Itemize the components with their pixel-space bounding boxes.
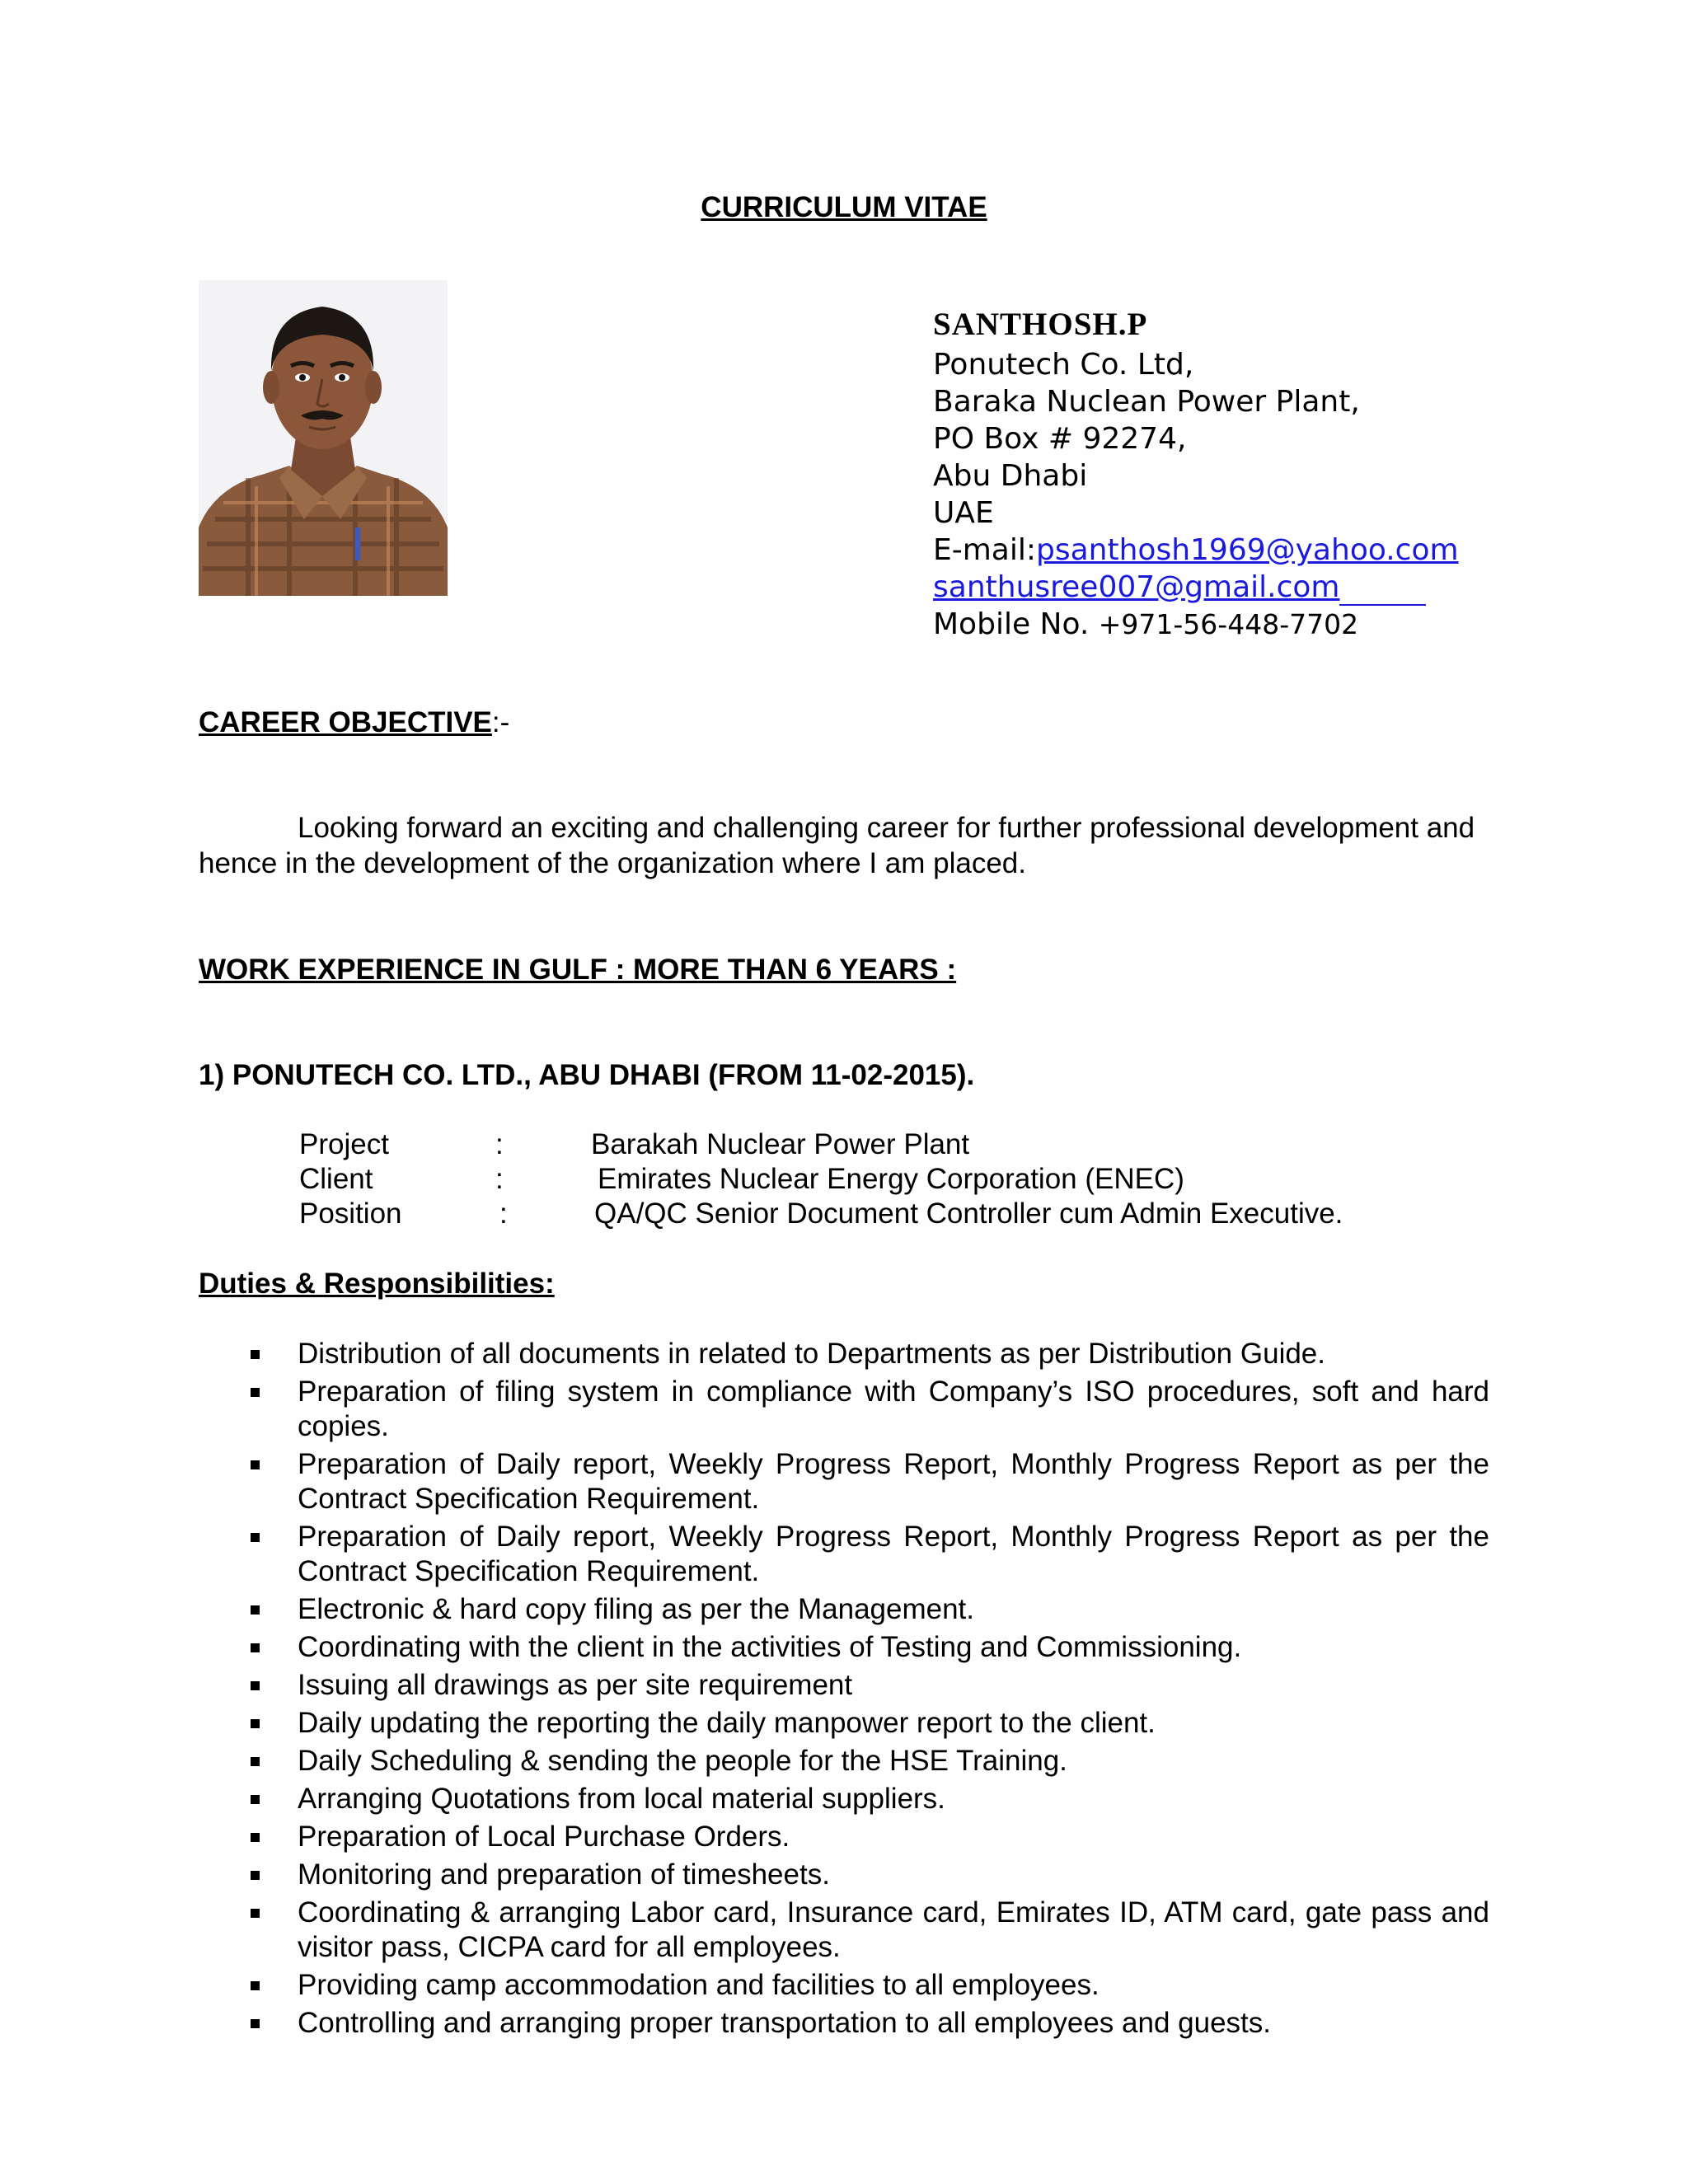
email-primary-link[interactable]: psanthosh1969@yahoo.com	[1036, 533, 1459, 567]
list-item: Issuing all drawings as per site requirement	[199, 1668, 1489, 1703]
bullet-icon	[251, 1981, 260, 1990]
bullet-icon	[251, 1681, 260, 1690]
list-item: Distribution of all documents in related to Departments as per Distribution Guide.	[199, 1337, 1489, 1371]
bullet-icon	[251, 1460, 260, 1469]
list-item: Preparation of filing system in compliance with Company’s ISO procedures, soft and hard copies.	[199, 1375, 1489, 1444]
duties-list	[199, 1337, 1489, 2044]
bullet-icon	[251, 1533, 260, 1542]
site-line: Baraka Nuclean Power Plant,	[933, 385, 1360, 419]
city-line: Abu Dhabi	[933, 459, 1088, 493]
bullet-icon	[251, 1871, 260, 1880]
company-line: Ponutech Co. Ltd,	[933, 348, 1194, 382]
bullet-icon	[251, 1388, 260, 1397]
duties-heading: Duties & Responsibilities:	[199, 1268, 555, 1300]
bullet-icon	[251, 1605, 260, 1615]
list-item: Electronic & hard copy filing as per the Management.	[199, 1592, 1489, 1627]
email-secondary-link[interactable]: santhusree007@gmail.com	[933, 570, 1340, 604]
list-item: Preparation of Daily report, Weekly Progress Report, Monthly Progress Report as per the Contract Specification Requirement.	[199, 1447, 1489, 1516]
bullet-icon	[251, 1833, 260, 1842]
list-item: Daily Scheduling & sending the people for the HSE Training.	[199, 1744, 1489, 1779]
list-item: Arranging Quotations from local material suppliers.	[199, 1782, 1489, 1816]
bullet-icon	[251, 1643, 260, 1652]
career-objective-heading: CAREER OBJECTIVE:-	[199, 706, 510, 738]
list-item: Preparation of Local Purchase Orders.	[199, 1820, 1489, 1854]
bullet-icon	[251, 1350, 260, 1359]
bullet-icon	[251, 1909, 260, 1918]
contact-block	[933, 303, 1642, 643]
list-item: Preparation of Daily report, Weekly Progress Report, Monthly Progress Report as per the Contract Specification Requirement.	[199, 1520, 1489, 1589]
cv-page: CURRICULUM VITAE SANTHOSH.P Ponutech Co. Ltd, Baraka Nuclean Power Plant, PO Box # 92274, Abu Dhabi UAE E-mail:psanthosh1969@yahoo.com santhusree007@gmail.com Mobile No. +971-56-448-7702 CAREER OBJECTIVE:- Looking forward an exciting and challenging career for further professional development and hence in the development of the organization where I am placed. WORK EXPERIENCE IN GULF : MORE THAN 6 YEARS : 1) PONUTECH CO. LTD., ABU DHABI (FROM 11-02-2015). Project : Barakah Nuclear Power Plant Client : Emirates Nuclear Energy Corporation (ENEC) Position : QA/QC Senior Document Controller cum Admin Executive. Duties & Responsibilities: Distribution of all documents in related to Departments as per Distribution Guide. Preparation of filing system in compliance with Company’s ISO procedures, soft and hard copies. Preparation of Daily report, Weekly Progress Report, Monthly Progress Report as per the Contract Specification Requirement. Preparation of Daily report, Weekly Progress Report, Monthly Progress Report as per the Contract Specification Requirement. Electronic & hard copy filing as per the Management. Coordinating with the client in the activities of Testing and Commissioning. Issuing all drawings as per site requirement Daily updating the reporting the daily manpower report to the client. Daily Scheduling & sending the people for the HSE Training. Arranging Quotations from local material suppliers. Preparation of Local Purchase Orders. Monitoring and preparation of timesheets. Coordinating & arranging Labor card, Insurance card, Emirates ID, ATM card, gate pass and visitor pass, CICPA card for all employees. Providing camp accommodation and facilities to all employees. Controlling and arranging proper transportation to all employees and guests.	[0, 0, 1688, 2184]
bullet-icon	[251, 2019, 260, 2028]
email-secondary-line	[933, 569, 1642, 606]
country-line: UAE	[933, 496, 994, 530]
mobile-line	[933, 606, 1642, 643]
candidate-name: SANTHOSH.P	[933, 307, 1148, 342]
list-item: Controlling and arranging proper transportation to all employees and guests.	[199, 2006, 1489, 2041]
document-title: CURRICULUM VITAE	[701, 191, 987, 223]
profile-photo	[199, 280, 448, 596]
list-item: Daily updating the reporting the daily manpower report to the client.	[199, 1706, 1489, 1741]
po-box-line: PO Box # 92274,	[933, 422, 1187, 456]
list-item: Coordinating with the client in the activities of Testing and Commissioning.	[199, 1630, 1489, 1665]
email-line	[933, 532, 1642, 569]
mobile-number: +971-56-448-7702	[1098, 608, 1359, 640]
career-objective-text: Looking forward an exciting and challenging career for further professional development and hence in the development of the organization where I am placed.	[199, 812, 1475, 879]
bullet-icon	[251, 1719, 260, 1728]
employer-heading: 1) PONUTECH CO. LTD., ABU DHABI (FROM 11-02-2015).	[199, 1059, 975, 1091]
mobile-label: Mobile No.	[933, 607, 1090, 641]
work-experience-heading: WORK EXPERIENCE IN GULF : MORE THAN 6 YEARS :	[199, 954, 957, 986]
link-underline-extension	[1339, 578, 1426, 606]
list-item: Providing camp accommodation and facilities to all employees.	[199, 1968, 1489, 2003]
bullet-icon	[251, 1795, 260, 1804]
list-item: Monitoring and preparation of timesheets.	[199, 1858, 1489, 1892]
email-label: E-mail:	[933, 533, 1036, 567]
bullet-icon	[251, 1757, 260, 1766]
list-item: Coordinating & arranging Labor card, Insurance card, Emirates ID, ATM card, gate pass and visitor pass, CICPA card for all employees.	[199, 1896, 1489, 1965]
